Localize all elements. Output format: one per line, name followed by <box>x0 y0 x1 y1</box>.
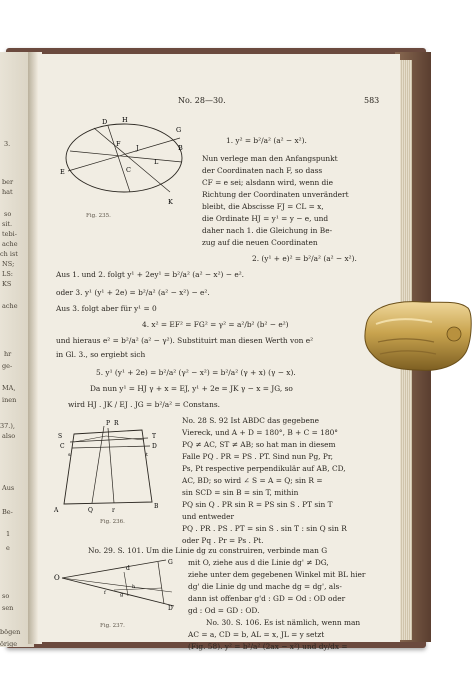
figure-236-quadrilateral <box>52 416 168 516</box>
left-fragment: ch ist <box>0 250 18 258</box>
equation-line: (Fig. 58). y² = b²/a² (2ax − x²) und dy/dx = <box>188 642 348 651</box>
equation-line: 2. (y¹ + e)² = b²/a² (a² − x²). <box>252 254 357 263</box>
text-line: und entweder <box>182 512 235 521</box>
fig236-label: C <box>60 443 65 450</box>
fig235-label: F <box>116 140 121 148</box>
fig237-label: G <box>168 559 173 566</box>
text-line: No. 28 S. 92 Ist ABDC das gegebene <box>182 416 319 425</box>
fig235-caption: Fig. 235. <box>86 213 111 219</box>
text-line: daher nach 1. die Gleichung in Be- <box>202 226 333 235</box>
fig236-label: A <box>54 507 59 514</box>
text-line: zug auf die neuen Coordinaten <box>202 238 318 247</box>
equation-line: oder 3. y¹ (y¹ + 2e) = b²/a² (a² − x²) − e². <box>56 288 210 297</box>
left-fragment: LS: <box>2 270 13 278</box>
figure-235-ellipse <box>58 116 188 208</box>
left-fragment: 1 <box>6 530 11 538</box>
fig236-label: Q <box>88 507 93 514</box>
left-fragment: ge- <box>2 362 13 370</box>
left-fragment: ber <box>2 178 14 186</box>
text-line: der Coordinaten nach F, so dass <box>202 166 323 175</box>
left-fragment: bögen <box>0 628 21 636</box>
left-fragment: MA, <box>2 384 16 392</box>
left-fragment: inen <box>2 396 17 404</box>
fig237-label: g <box>120 592 124 598</box>
text-line: Da nun y¹ = HJ γ + x = EJ, y¹ + 2e = JK γ − x = JG, so <box>90 384 293 393</box>
text-line: dann ist offenbar g'd : GD = Od : OD oder <box>188 594 346 603</box>
text-line: ziehe unter dem gegebenen Winkel mit BL hier <box>188 570 366 579</box>
brass-clasp <box>362 288 473 376</box>
fig235-label: G <box>176 126 182 134</box>
fig235-label: B <box>178 144 183 152</box>
equation-line: 4. x² = EF² = FG² = γ² = a²/b² (b² − e²) <box>142 320 289 329</box>
text-line: PQ ≠ AC, ST ≠ AB; so hat man in diesem <box>182 440 336 449</box>
text-line: sin SCD = sin B = sin T, mithin <box>182 488 299 497</box>
left-fragment: so <box>2 592 10 600</box>
text-line: mit O, ziehe aus d die Linie dg' ≠ DG, <box>188 558 329 567</box>
fig235-label: K <box>168 198 173 206</box>
fig235-label: E <box>60 168 65 176</box>
right-page <box>38 54 400 651</box>
text-line: Nun verlege man den Anfangspunkt <box>202 154 338 163</box>
left-fragment: KS <box>2 280 12 288</box>
fig236-label: s <box>68 452 71 458</box>
text-line: oder Pq . Pr = Ps . Pt. <box>182 536 264 545</box>
text-line: die Ordinate HJ = y¹ = y − e, und <box>202 214 329 223</box>
fig236-label: B <box>154 503 159 510</box>
left-fragment: sen <box>2 604 14 612</box>
fig235-label: C <box>126 166 131 174</box>
text-line: No. 29. S. 101. Um die Linie dg zu construiren, verbinde man G <box>88 546 328 555</box>
left-fragment: also <box>2 432 16 440</box>
left-fragment: ache <box>2 240 18 248</box>
figure-237-construction <box>54 558 178 618</box>
fig235-label: J <box>136 144 139 152</box>
fig235-label: D <box>102 118 108 126</box>
fig235-label: H <box>122 116 128 124</box>
left-fragment: Aus <box>2 484 15 492</box>
left-fragment: hat <box>2 188 13 196</box>
text-line: dg' die Linie dg und mache dg = dg', als- <box>188 582 342 591</box>
fig237-label: O <box>54 574 60 582</box>
left-fragment: sit. <box>2 220 13 228</box>
fig236-label: R <box>114 420 119 427</box>
running-header: No. 28—30. <box>178 96 226 105</box>
fig237-label: D <box>168 605 173 612</box>
fig237-label: d <box>126 565 130 572</box>
page-number: 583 <box>364 96 380 105</box>
fig236-caption: Fig. 236. <box>100 519 125 525</box>
fig236-label: r <box>112 507 115 514</box>
text-line: in Gl. 3., so ergiebt sich <box>56 350 146 359</box>
text-line: Richtung der Coordinaten unverändert <box>202 190 349 199</box>
text-line: Aus 3. folgt aber für y¹ = 0 <box>56 304 157 313</box>
fig237-label: f <box>104 590 106 596</box>
text-line: Ps, Pt respective perpendikulär auf AB, CD, <box>182 464 346 473</box>
text-line: CF = e sei; alsdann wird, wenn die <box>202 178 334 187</box>
left-fragment: 3. <box>4 140 11 148</box>
text-line: bleibt, die Abscisse FJ = CL = x, <box>202 202 324 211</box>
left-fragment: NS; <box>2 260 15 268</box>
left-fragment: ache <box>2 302 18 310</box>
fig237-caption: Fig. 237. <box>100 623 125 629</box>
left-fragment: so <box>4 210 12 218</box>
text-line: Falle PQ . PR = PS . PT. Sind nun Pg, Pr, <box>182 452 333 461</box>
text-line: gd : Od = GD : OD. <box>188 606 260 615</box>
equation-line: wird HJ . JK / EJ . JG = b²/a² = Constans. <box>68 400 220 409</box>
equation-line: Aus 1. und 2. folgt y¹ + 2ey¹ = b²/a² (a² − x²) − e². <box>56 270 245 279</box>
fig236-label: D <box>152 443 157 450</box>
text-line: AC = a, CD = b, AL = x, JL = y setzt <box>188 630 325 639</box>
fig236-label: P <box>106 420 111 427</box>
equation-line: 5. y¹ (y¹ + 2e) = b²/a² (γ² − x²) = b²/a² (γ + x) (γ − x). <box>96 368 296 377</box>
text-line: und hieraus e² = b²/a² (a² − γ²). Substituirt man diesen Werth von e² <box>56 336 314 345</box>
text-line: AC, BD; so wird ∠ S = A = Q; sin R = <box>182 476 323 485</box>
left-fragment: Be- <box>2 508 13 516</box>
fig237-label: h <box>132 584 136 590</box>
left-fragment: hr <box>4 350 12 358</box>
left-fragment: 37.), <box>0 422 15 430</box>
text-line: Viereck, und A + D = 180°, B + C = 180° <box>182 428 338 437</box>
text-line: PQ sin Q . PR sin R = PS sin S . PT sin T <box>182 500 333 509</box>
left-fragment: e <box>6 544 10 552</box>
left-fragment: örige <box>0 640 18 647</box>
text-line: PQ . PR . PS . PT = sin S . sin T : sin Q sin R <box>182 524 347 533</box>
fig236-label: T <box>152 433 157 440</box>
fig235-label: L <box>154 158 159 166</box>
fig236-label: t <box>146 452 149 458</box>
left-fragment: tebi- <box>2 230 17 238</box>
equation-line: 1. y² = b²/a² (a² − x²). <box>226 136 307 145</box>
text-line: No. 30. S. 106. Es ist nämlich, wenn man <box>206 618 361 627</box>
fig236-label: S <box>58 433 63 440</box>
